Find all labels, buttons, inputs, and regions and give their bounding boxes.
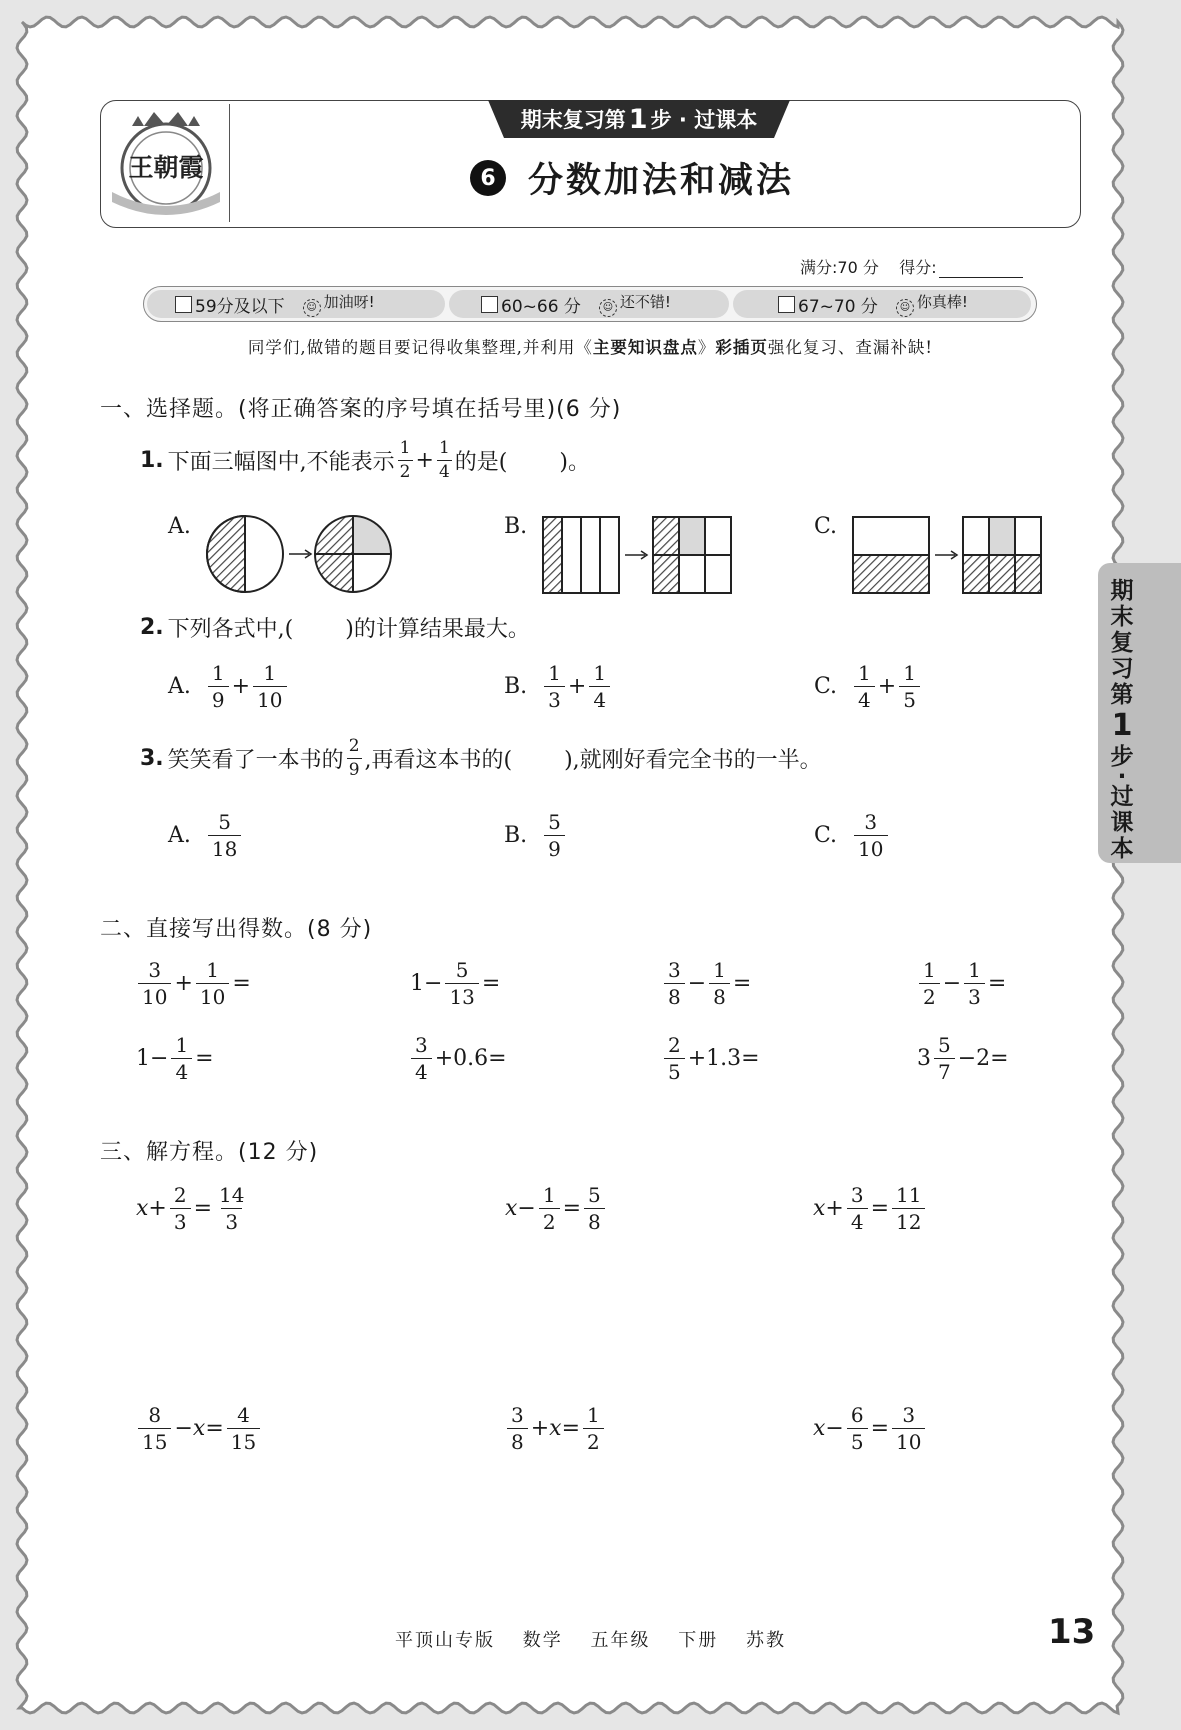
q2-option-c[interactable]: C. $\frac{1}{4}$ + $\frac{1}{5}$ <box>814 663 923 710</box>
q2-text: )的计算结果最大。 <box>345 617 530 642</box>
score-got-label: 得分: <box>899 258 937 277</box>
equation-item[interactable]: x − $\frac{1}{2}$ = $\frac{5}{8}$ <box>505 1185 608 1232</box>
side-char: · <box>1117 764 1127 790</box>
fraction: $\frac{1}{9}$ <box>208 663 229 710</box>
grade-cheer-2: 还不错! <box>619 293 671 311</box>
q3-option-a[interactable]: A. $\frac{5}{18}$ <box>168 812 244 859</box>
score-line <box>800 255 1023 278</box>
lesson-number-badge: 6 <box>470 160 506 196</box>
side-char: 步 <box>1110 744 1134 770</box>
fraction: $\frac{2}{9}$ <box>348 736 360 780</box>
q1-option-c-label: C. <box>814 514 838 539</box>
q3-text: ,再看这本书的( <box>364 748 513 773</box>
banner-text <box>488 100 790 138</box>
side-char: 复 <box>1110 630 1134 656</box>
grade-checkbox-3[interactable] <box>778 296 795 313</box>
q3-text: 笑笑看了一本书的 <box>167 748 344 773</box>
mental-calc-item[interactable]: $\frac{3}{10}$ + $\frac{1}{10}$ = <box>135 960 251 1007</box>
grade-item-1 <box>175 287 375 321</box>
footer-item: 五年级 <box>590 1630 651 1651</box>
q1-option-a-label: A. <box>168 514 191 539</box>
tip-post: 强化复习、查漏补缺! <box>767 338 934 357</box>
q2-num: 2. <box>140 615 164 640</box>
mixed-number: 3 $\frac{5}{7}$ <box>917 1035 958 1082</box>
q1-text: 下面三幅图中,不能表示 <box>167 450 395 475</box>
q2-option-b[interactable]: B. $\frac{1}{3}$ + $\frac{1}{4}$ <box>504 663 613 710</box>
side-char: 习 <box>1110 656 1134 682</box>
section1-title: 一、选择题。(将正确答案的序号填在括号里)(6 分) <box>100 397 622 422</box>
tip-mid: 》 <box>697 338 716 357</box>
lesson-title: 分数加法和减法 <box>528 161 795 201</box>
q1-option-b-label: B. <box>504 514 528 539</box>
mental-calc-item[interactable]: 1 − $\frac{5}{13}$ = <box>410 958 501 1009</box>
q1-figure-b <box>541 515 733 595</box>
section3-title: 三、解方程。(12 分) <box>100 1140 319 1165</box>
fraction: $\frac{1}{10}$ <box>253 663 286 710</box>
full-score: 满分:70 分 <box>800 258 879 277</box>
question-2 <box>140 612 530 643</box>
footer-item: 平顶山专版 <box>395 1630 496 1651</box>
side-char: 过 <box>1110 784 1134 810</box>
equation-item[interactable]: x + $\frac{2}{3}$ = $\frac{14}{3}$ <box>136 1183 245 1234</box>
side-char: 末 <box>1110 604 1134 630</box>
score-blank[interactable] <box>939 262 1023 278</box>
grade-item-3 <box>778 287 968 321</box>
grade-cheer-1: 加油呀! <box>323 293 375 311</box>
fraction: $\frac{5}{18}$ <box>208 812 241 859</box>
fraction: $\frac{1}{4}$ <box>854 663 875 710</box>
smiley-icon: ☺ <box>896 299 914 317</box>
fraction: $\frac{5}{9}$ <box>544 812 565 859</box>
banner-post: 步 · 过课本 <box>650 108 758 132</box>
smiley-icon: ☺ <box>599 299 617 317</box>
page-number: 13 <box>1048 1612 1096 1652</box>
q3-text: ),就刚好看完全书的一半。 <box>564 748 822 773</box>
footer-item: 下册 <box>678 1630 719 1651</box>
side-char: 课 <box>1110 810 1134 836</box>
grade-range-1: 59分及以下 <box>195 296 285 317</box>
equation-item[interactable]: x + $\frac{3}{4}$ = $\frac{11}{12}$ <box>813 1185 928 1232</box>
equation-item[interactable]: $\frac{3}{8}$ + x = $\frac{1}{2}$ <box>504 1405 607 1452</box>
logo-divider <box>229 104 230 222</box>
mental-calc-item[interactable]: 3 $\frac{5}{7}$ − 2 = <box>917 1033 1009 1084</box>
publisher-logo <box>104 104 228 224</box>
side-num: 1 <box>1111 708 1133 743</box>
banner-pre: 期末复习第 <box>520 108 626 132</box>
tip-bold2: 彩插页 <box>715 338 768 357</box>
mental-calc-item[interactable]: $\frac{1}{2}$ − $\frac{1}{3}$ = <box>916 960 1006 1007</box>
q1-num: 1. <box>140 448 164 473</box>
footer-item: 数学 <box>522 1630 563 1651</box>
grade-item-2 <box>481 287 671 321</box>
fraction: $\frac{1}{5}$ <box>899 663 920 710</box>
q1-figure-a <box>205 512 395 596</box>
q1-text: 的是( <box>454 450 508 475</box>
tip-text <box>0 334 1181 358</box>
smiley-icon: ☺ <box>303 299 321 317</box>
equation-item[interactable]: x − $\frac{6}{5}$ = $\frac{3}{10}$ <box>813 1405 928 1452</box>
mental-calc-item[interactable]: 1 − $\frac{1}{4}$ = <box>136 1033 214 1084</box>
q3-option-b[interactable]: B. $\frac{5}{9}$ <box>504 812 568 859</box>
banner-num: 1 <box>628 103 648 135</box>
fraction: $\frac{1}{4}$ <box>589 663 610 710</box>
question-1 <box>140 440 590 481</box>
grade-cheer-3: 你真棒! <box>916 293 968 311</box>
grade-checkbox-1[interactable] <box>175 296 192 313</box>
footer <box>0 1626 1181 1652</box>
footer-item: 苏教 <box>745 1630 786 1651</box>
mental-calc-item[interactable]: $\frac{2}{5}$ + 1.3 = <box>661 1035 760 1082</box>
mental-calc-item[interactable]: $\frac{3}{4}$ + 0.6 = <box>408 1035 507 1082</box>
logo-text: 王朝霞 <box>128 153 204 182</box>
fraction: $\frac{1}{2}$ <box>399 438 411 482</box>
q1-figure-c <box>851 515 1043 595</box>
q1-text: )。 <box>559 450 590 475</box>
side-char: 期 <box>1110 578 1134 604</box>
side-char: 第 <box>1110 682 1134 708</box>
equation-item[interactable]: $\frac{8}{15}$ − x = $\frac{4}{15}$ <box>135 1405 263 1452</box>
tip-pre: 同学们,做错的题目要记得收集整理,并利用《 <box>247 338 593 357</box>
tip-bold: 主要知识盘点 <box>592 338 698 357</box>
plus-sign: + <box>415 448 434 473</box>
fraction: $\frac{1}{4}$ <box>438 438 450 482</box>
q3-num: 3. <box>140 746 164 771</box>
side-tab-text <box>1102 578 1142 862</box>
page-title <box>470 152 794 204</box>
grade-range-2: 60~66 分 <box>501 296 581 317</box>
side-char: 本 <box>1110 836 1134 862</box>
grade-bar <box>143 286 1037 322</box>
grade-range-3: 67~70 分 <box>798 296 878 317</box>
q2-option-a[interactable]: A. $\frac{1}{9}$ + $\frac{1}{10}$ <box>168 663 290 710</box>
q2-text: 下列各式中,( <box>167 617 294 642</box>
question-3 <box>140 738 822 779</box>
fraction: $\frac{1}{3}$ <box>544 663 565 710</box>
grade-checkbox-2[interactable] <box>481 296 498 313</box>
section2-title: 二、直接写出得数。(8 分) <box>100 917 373 942</box>
q3-option-c[interactable]: C. $\frac{3}{10}$ <box>814 812 891 859</box>
mental-calc-item[interactable]: $\frac{3}{8}$ − $\frac{1}{8}$ = <box>661 960 751 1007</box>
fraction: $\frac{3}{10}$ <box>854 812 887 859</box>
